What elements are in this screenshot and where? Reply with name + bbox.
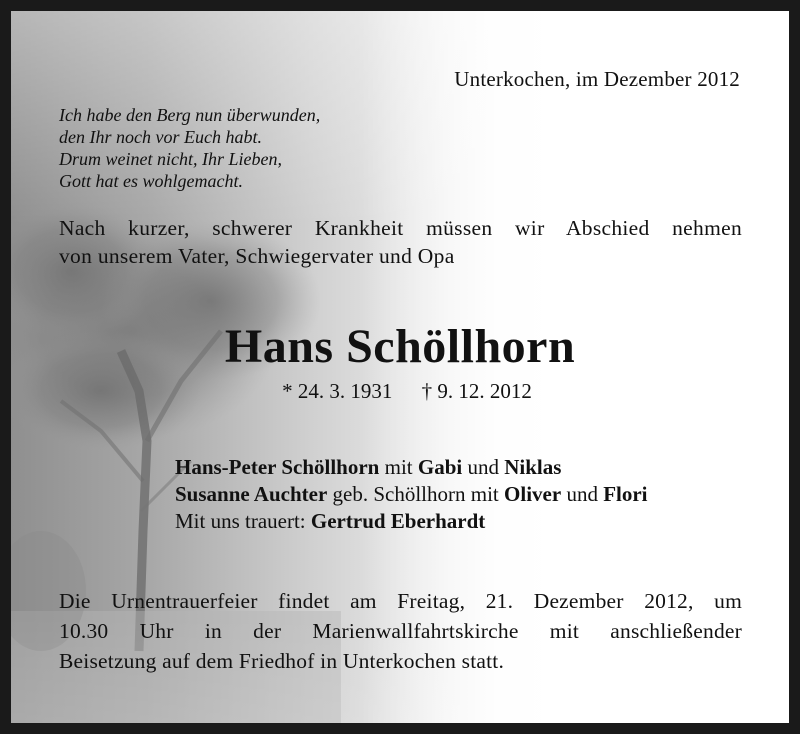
family-text: geb. Schöllhorn mit	[327, 482, 505, 506]
family-text: und	[561, 482, 604, 506]
mourner-name: Flori	[603, 482, 648, 506]
service-line: Die Urnentrauerfeier findet am Freitag, 21. Dezember 2012, um	[59, 589, 742, 613]
service-line: Beisetzung auf dem Friedhof in Unterkochen statt.	[59, 649, 505, 673]
family-text: und	[462, 455, 505, 479]
death-date: 9. 12. 2012	[437, 379, 532, 403]
verse-line: Gott hat es wohlgemacht.	[59, 171, 243, 191]
intro-text	[59, 214, 742, 270]
verse-line: Ich habe den Berg nun überwunden,	[59, 105, 321, 125]
mourner-name: Gabi	[417, 455, 463, 479]
place-and-date: Unterkochen, im Dezember 2012	[454, 67, 740, 91]
family-row	[175, 508, 648, 535]
death-symbol: †	[421, 379, 433, 403]
verse-line: den Ihr noch vor Euch habt.	[59, 127, 262, 147]
mourner-name: Hans-Peter Schöllhorn	[175, 455, 380, 479]
intro-line: Nach kurzer, schwerer Krankheit müssen wir Abschied nehmen	[59, 216, 742, 240]
family-text: Mit uns trauert:	[175, 509, 311, 533]
memorial-verse	[59, 104, 320, 192]
birth-symbol: *	[282, 379, 293, 403]
family-row	[175, 454, 648, 481]
birth-date: 24. 3. 1931	[297, 379, 393, 403]
funeral-service-info	[59, 586, 742, 676]
family-text: mit	[379, 455, 418, 479]
service-line: 10.30 Uhr in der Marienwallfahrtskirche mit anschließender	[59, 619, 742, 643]
mourner-name: Susanne Auchter	[175, 482, 328, 506]
life-dates	[11, 379, 789, 404]
mourner-name: Oliver	[504, 482, 562, 506]
verse-line: Drum weinet nicht, Ihr Lieben,	[59, 149, 282, 169]
mourner-name: Gertrud Eberhardt	[310, 509, 486, 533]
mourner-name: Niklas	[504, 455, 562, 479]
family-row	[175, 481, 648, 508]
mourning-family	[175, 454, 648, 535]
intro-line: von unserem Vater, Schwiegervater und Opa	[59, 244, 455, 268]
deceased-name: Hans Schöllhorn	[224, 320, 576, 373]
